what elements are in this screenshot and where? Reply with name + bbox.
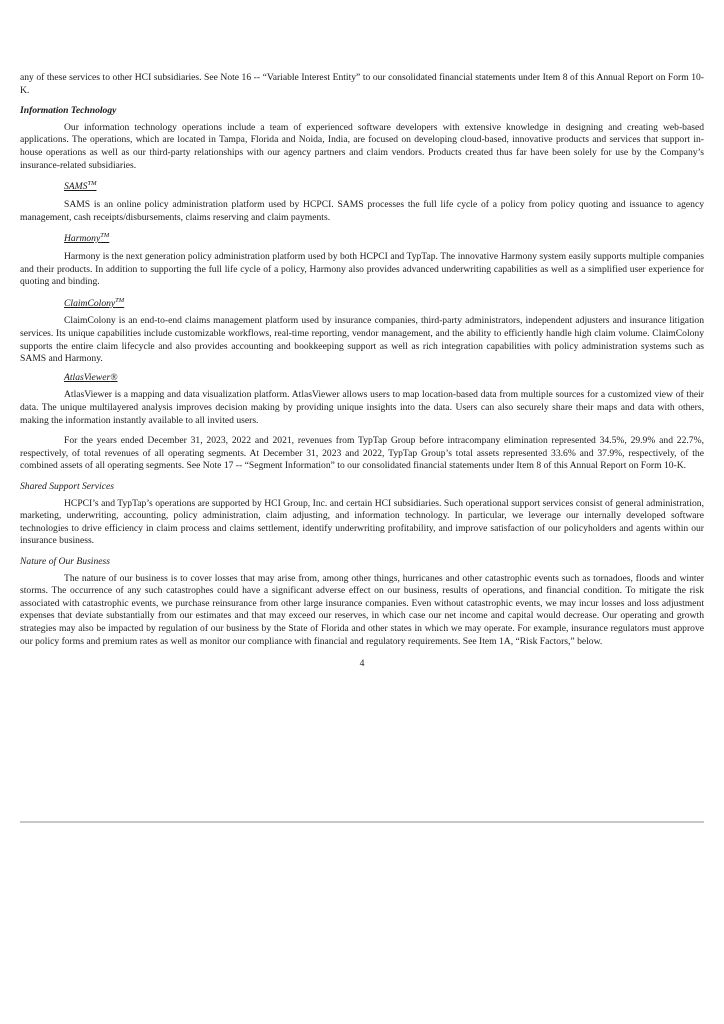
shared-support-paragraph: HCPCI’s and TypTap’s operations are supported by HCI Group, Inc. and certain HCI subsidiaries. Such operational support services consist of general administration, marketing, underwriting, accounting, policy administration, claim adjusting, and information technology. In particular, we leverage our internally developed software technologies to drive efficiency in claim process and claims settlement, identify underwriting profitability, and improve satisfaction of our policyholders and agents within our insurance business. bbox=[20, 497, 704, 547]
revenue-paragraph: For the years ended December 31, 2023, 2022 and 2021, revenues from TypTap Group before intracompany elimination represented 34.5%, 29.9% and 22.7%, respectively, of total revenues of all operating segments. At December 31, 2023 and 2022, TypTap Group’s total assets represented 33.6% and 37.9%, respectively, of the combined assets of all operating segments. See Note 17 -- “Segment Information” to our consolidated financial statements under Item 8 of this Annual Report on Form 10-K. bbox=[20, 435, 704, 472]
product-description-sams: SAMS is an online policy administration platform used by HCPCI. SAMS processes the full life cycle of a policy from policy quoting and issuance to agency management, cash receipts/disbursements, claims reserving and claim payments. bbox=[20, 198, 704, 223]
product-description-claimcolony: ClaimColony is an end-to-end claims management platform used by insurance companies, third-party administrators, independent adjusters and insurance litigation services. Its unique capabilities include customizable workflows, real-time reporting, vendor management, and the ability to efficiently handle high claim volume. ClaimColony supports the entire claim lifecycle and also provides accounting and bookkeeping support as well as rich integration capabilities with policy administration systems such as SAMS and Harmony. bbox=[20, 315, 704, 365]
product-description-atlasviewer: AtlasViewer is a mapping and data visualization platform. AtlasViewer allows users to map location-based data from multiple sources for a customized view of their data. The unique multilayered analysis improves decision making by providing unique insights into the data. Users can also securely share their maps and data with others, making the information instantly available to all invited users. bbox=[20, 389, 704, 426]
section-heading-information-technology: Information Technology bbox=[20, 105, 117, 117]
product-title-harmony: Harmony™ bbox=[64, 232, 110, 245]
product-title-sams: SAMS™ bbox=[64, 180, 97, 193]
it-paragraph: Our information technology operations include a team of experienced software developers with extensive knowledge in designing and creating web-based applications. The operations, which are located in Tampa, Florida and Noida, India, are focused on developing cloud-based, innovative products and services that support in-house operations as well as our third-party relationships with our agency partners and claim vendors. Products created thus far have been solely for use by the Company’s insurance-related subsidiaries. bbox=[20, 121, 704, 171]
product-title-atlasviewer: AtlasViewer® bbox=[64, 371, 118, 383]
section-heading-nature-of-business: Nature of Our Business bbox=[20, 555, 110, 567]
document-page bbox=[20, 72, 704, 671]
nature-paragraph: The nature of our business is to cover losses that may arise from, among other things, hurricanes and other catastrophic events such as tornadoes, floods and winter storms. The occurrence of any such catastrophes could have a significant adverse effect on our business, results of operations, and financial condition. To mitigate the risk associated with catastrophic events, we purchase reinsurance from other large insurance companies. Even without catastrophic events, we may incur losses and loss adjustment expenses that deviate substantially from our estimates and that may exceed our reserves, in which case our net income and capital would decrease. Our operating and growth strategies may also be impacted by regulation of our business by the State of Florida and other states in which we may operate. For example, insurance regulators must approve our policy forms and premium rates as well as monitor our compliance with financial and regulatory requirements. See Item 1A, “Risk Factors,” below. bbox=[20, 572, 704, 647]
product-description-harmony: Harmony is the next generation policy administration platform used by both HCPCI and TypTap. The innovative Harmony system easily supports multiple companies and their products. In addition to supporting the full life cycle of a policy, Harmony also provides advanced underwriting capabilities as well as a simplified user experience for quoting and binding. bbox=[20, 250, 704, 288]
page-divider bbox=[20, 821, 704, 823]
trademark-mark: TM bbox=[87, 180, 97, 188]
trademark-mark: TM bbox=[115, 296, 125, 304]
intro-paragraph: any of these services to other HCI subsidiaries. See Note 16 -- “Variable Interest Entity” to our consolidated financial statements under Item 8 of this Annual Report on Form 10-K. bbox=[20, 72, 704, 96]
registered-mark: ® bbox=[110, 371, 118, 383]
section-heading-shared-support: Shared Support Services bbox=[20, 481, 114, 492]
page-number: 4 bbox=[359, 658, 365, 670]
trademark-mark: TM bbox=[100, 232, 110, 240]
product-title-claimcolony: ClaimColony™ bbox=[64, 296, 125, 309]
